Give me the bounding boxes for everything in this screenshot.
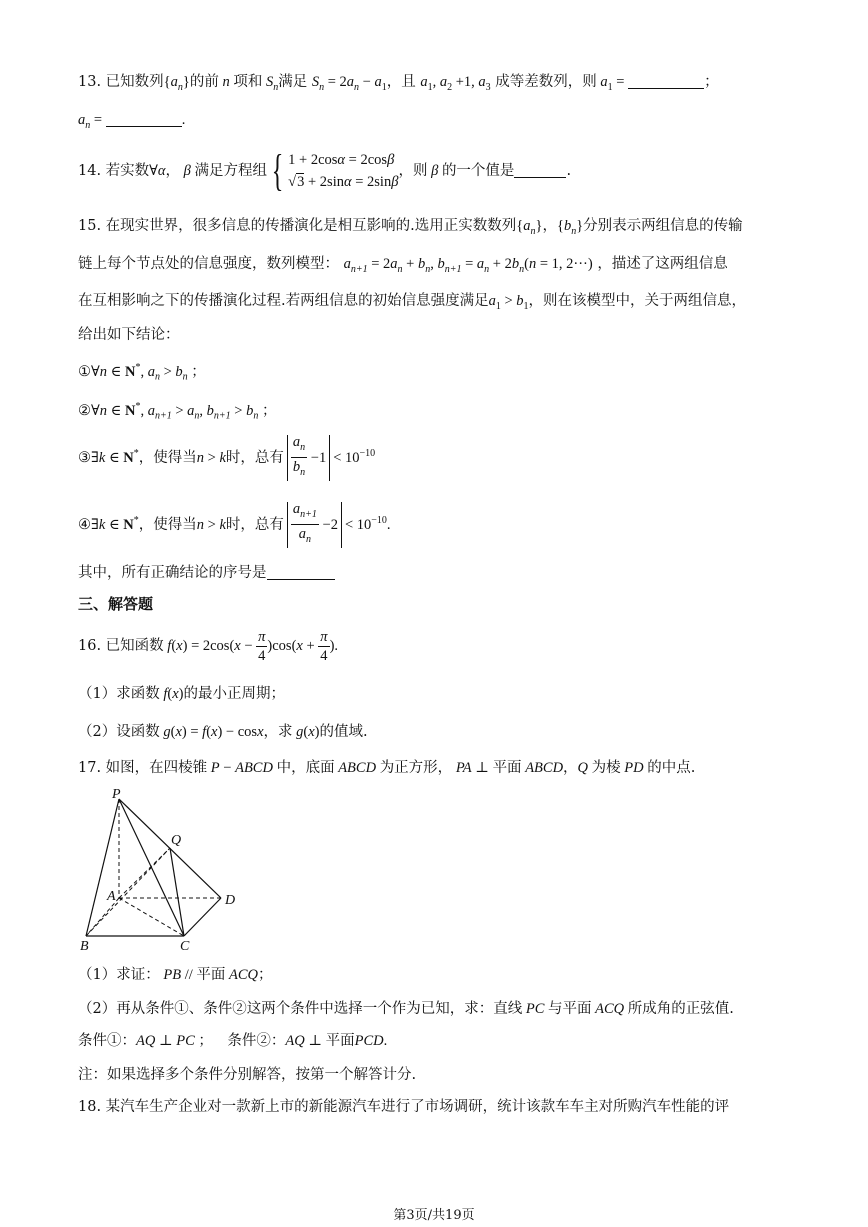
- q15-line1: 15. 在现实世界，很多信息的传播演化是相互影响的.选用正实数数列$\{a_n\}$，$\{b_n\}$分别表示两组信息的传输: [78, 218, 743, 237]
- vertex-label-D: D: [225, 893, 236, 908]
- q18: 18. 某汽车生产企业对一款新上市的新能源汽车进行了市场调研，统计该款车车主对所购汽车性能的评: [78, 1099, 730, 1115]
- vertex-label-Q: Q: [171, 833, 182, 848]
- q15-line2: 链上每个节点处的信息强度，数列模型： $a_{n+1} = 2a_n + b_n$, $b_{n+1} = a_n + 2b_n(n = 1$, 2···) ，描述了这两组信息: [78, 256, 728, 275]
- q15-conclusion-2: ②∀n ∈ N*, $a_{n+1} > a_n$, $b_{n+1} > b_n$ ；: [78, 401, 277, 422]
- edge-BQ: [86, 848, 170, 936]
- pyramid-figure: [76, 786, 246, 956]
- vertex-label-C: C: [180, 939, 190, 954]
- vertex-label-P: P: [112, 787, 121, 802]
- q17-note: 注：如果选择多个条件分别解答，按第一个解答计分.: [78, 1067, 417, 1083]
- q15-line4: 给出如下结论：: [78, 327, 180, 343]
- q15-tail: 其中，所有正确结论的序号是: [78, 561, 335, 585]
- q15-conclusion-4: ④∃k ∈ N*，使得当n > k时，总有 $\frac{a_{n+1}}{a_n}$ $-2 < 10^{-10}$.: [78, 497, 391, 549]
- edge-CD: [184, 898, 221, 936]
- q15-conclusion-3: ③∃k ∈ N*，使得当n > k时，总有 $\frac{a_n}{b_n}$ $-1 < 10^{-10}$: [78, 430, 375, 482]
- q14: 14. 若实数∀α， β 满足方程组 { 1 + 2cosα = 2cosβ √3 + 2sinα = 2sinβ，则 β 的一个值是 .: [78, 146, 572, 195]
- q15-conclusion-1: ①∀n ∈ N*, $a_n > b_n$ ；: [78, 362, 206, 383]
- q17-part1: （1）求证： PB // 平面 ACQ；: [78, 967, 273, 983]
- equation-system: 1 + 2cosα = 2cosβ √3 + 2sinα = 2sinβ: [288, 152, 399, 190]
- q17-part2: （2）再从条件①、条件②这两个条件中选择一个作为已知，求：直线 PC 与平面 ACQ 所成角的正弦值.: [78, 1001, 734, 1017]
- page-footer: 第3页/共19页: [393, 1208, 475, 1223]
- q17: 17. 如图，在四棱锥 P − ABCD 中，底面 ABCD 为正方形， PA ⊥ 平面 ABCD，Q 为棱 PD 的中点.: [78, 760, 696, 776]
- q16-part2: （2）设函数 g(x) = f(x) − cosx，求 g(x)的值域.: [78, 724, 368, 740]
- edge-QC: [170, 848, 184, 936]
- answer-blank[interactable]: [106, 112, 182, 127]
- q17-conditions: 条件①：AQ ⊥ PC ； 条件②：AQ ⊥ 平面PCD.: [78, 1033, 388, 1049]
- vertex-label-B: B: [80, 939, 89, 954]
- answer-blank[interactable]: [628, 74, 704, 89]
- q16: 16. 已知函数 f(x) = 2cos(x − $\frac{\pi}{4}$ )cos(x + $\frac{\pi}{4}$ ).: [78, 628, 339, 664]
- answer-blank[interactable]: [514, 163, 566, 178]
- edge-PB: [86, 799, 119, 936]
- answer-blank[interactable]: [267, 565, 335, 580]
- q13-line1: 13. 已知数列$\{a_n\}$的前 n 项和 $S_n$满足 $S_n = 2a_n - a_1$，且 $a_1$, $a_2 +1$, $a_3$ 成等差数列，则 $a_1$ = ；: [78, 74, 719, 93]
- vertex-label-A: A: [107, 889, 116, 904]
- section-heading: 三、解答题: [78, 595, 154, 613]
- q13-line2: $a_n$ = .: [78, 112, 186, 131]
- q15-line3: 在互相影响之下的传播演化过程.若两组信息的初始信息强度满足$a_1 > b_1$，则在该模型中，关于两组信息，: [78, 293, 747, 312]
- q16-part1: （1）求函数 f(x)的最小正周期；: [78, 686, 286, 702]
- edge-AC: [119, 898, 184, 936]
